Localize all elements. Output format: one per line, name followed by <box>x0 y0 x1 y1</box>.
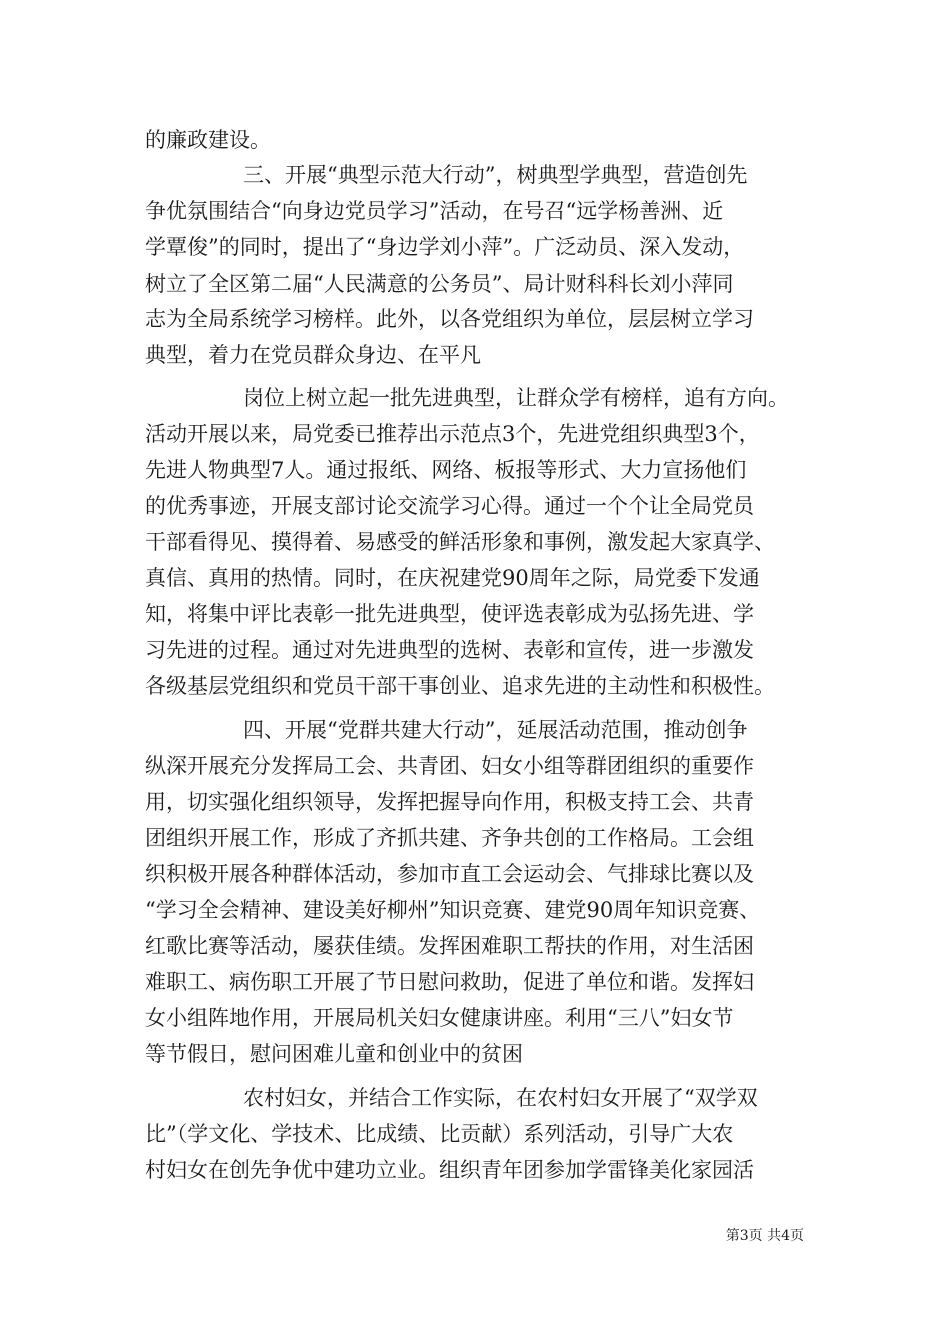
text-line: 农村妇女，并结合工作实际，在农村妇女开展了“双学双 <box>243 1086 758 1110</box>
text-line: 岗位上树立起一批先进典型，让群众学有榜样，追有方向。 <box>243 386 789 410</box>
text-line: 四、开展“党群共建大行动”，延展活动范围，推动创争 <box>243 718 748 742</box>
text-line: 真信、真用的热情。同时，在庆祝建党90周年之际，局党委下发通 <box>145 566 760 590</box>
text-line: 树立了全区第二届“人民满意的公务员”、局计财科科长刘小萍同 <box>145 272 734 296</box>
text-line: 习先进的过程。通过对先进典型的选树、表彰和宣传，进一步激发 <box>145 638 754 662</box>
text-line: “学习全会精神、建设美好柳州”知识竞赛、建党90周年知识竞赛、 <box>145 898 761 922</box>
text-line: 先进人物典型7人。通过报纸、网络、板报等形式、大力宣扬他们 <box>145 458 747 482</box>
text-line: 织积极开展各种群体活动，参加市直工会运动会、气排球比赛以及 <box>145 862 754 886</box>
text-line: 用，切实强化组织领导，发挥把握导向作用，积极支持工会、共青 <box>145 790 754 814</box>
text-line: 红歌比赛等活动，屡获佳绩。发挥困难职工帮扶的作用，对生活困 <box>145 934 754 958</box>
text-line: 村妇女在创先争优中建功立业。组织青年团参加学雷锋美化家园活 <box>145 1158 754 1182</box>
text-line: 争优氛围结合“向身边党员学习”活动，在号召“远学杨善洲、近 <box>145 199 724 223</box>
text-line: 三、开展“典型示范大行动”，树典型学典型，营造创先 <box>243 163 748 187</box>
text-line: 难职工、病伤职工开展了节日慰问救助，促进了单位和谐。发挥妇 <box>145 970 754 994</box>
text-line: 知，将集中评比表彰一批先进典型，使评选表彰成为弘扬先进、学 <box>145 602 754 626</box>
text-line: 比”（学文化、学技术、比成绩、比贡献）系列活动，引导广大农 <box>145 1122 734 1146</box>
text-line: 纵深开展充分发挥局工会、共青团、妇女小组等群团组织的重要作 <box>145 754 754 778</box>
text-line: 活动开展以来，局党委已推荐出示范点3个，先进党组织典型3个， <box>145 422 760 446</box>
text-line: 的优秀事迹，开展支部讨论交流学习心得。通过一个个让全局党员 <box>145 494 754 518</box>
text-line: 典型，着力在党员群众身边、在平凡 <box>145 343 481 367</box>
text-line: 的廉政建设。 <box>145 128 271 152</box>
text-line: 各级基层党组织和党员干部干事创业、追求先进的主动性和积极性。 <box>145 674 775 698</box>
text-line: 女小组阵地作用，开展局机关妇女健康讲座。利用“三八”妇女节 <box>145 1006 734 1030</box>
text-line: 志为全局系统学习榜样。此外，以各党组织为单位，层层树立学习 <box>145 307 754 331</box>
page-number-footer: 第3页 共4页 <box>725 1228 804 1244</box>
text-line: 等节假日，慰问困难儿童和创业中的贫困 <box>145 1042 523 1066</box>
text-line: 学覃俊”的同时，提出了“身边学刘小萍”。广泛动员、深入发动， <box>145 235 745 259</box>
text-line: 团组织开展工作，形成了齐抓共建、齐争共创的工作格局。工会组 <box>145 826 754 850</box>
text-line: 干部看得见、摸得着、易感受的鲜活形象和事例，激发起大家真学、 <box>145 530 775 554</box>
